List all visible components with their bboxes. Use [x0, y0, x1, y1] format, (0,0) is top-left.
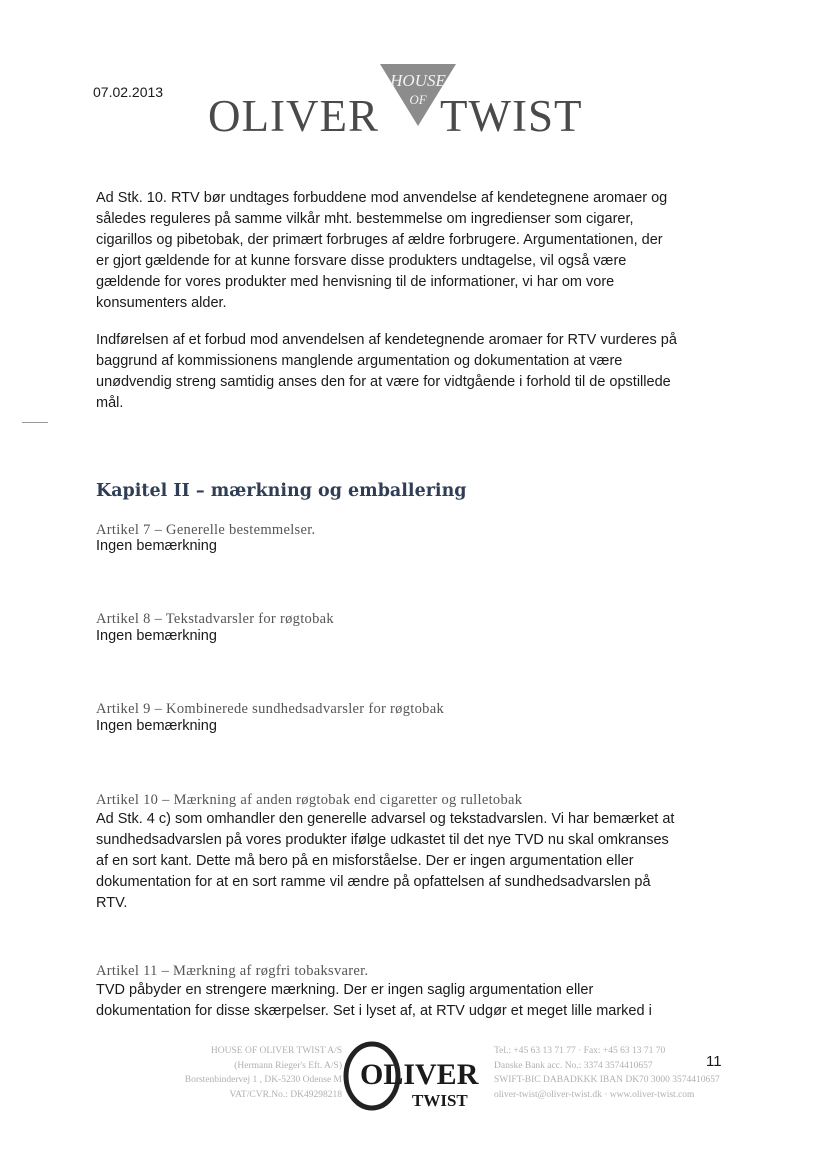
text-line: gældende for vores produkter med henvisning til de informationer, vi har om vore: [96, 274, 615, 290]
footer-line: HOUSE OF OLIVER TWIST A/S: [210, 1046, 342, 1056]
text-line: dokumentation for at en sort ramme vil ændre på opfattelsen af sundhedsadvarslen på: [96, 874, 651, 890]
article-10-text: [96, 809, 736, 914]
footer-line: VAT/CVR.No.: DK49298218: [229, 1089, 342, 1100]
text-line: konsumenters alder.: [96, 295, 227, 311]
footer-company-info: [110, 1044, 342, 1102]
article-11-title: Artikel 11 – Mærkning af røgfri tobaksvarer.: [96, 963, 369, 979]
text-line: mål.: [96, 395, 124, 411]
article-10-title: Artikel 10 – Mærkning af anden røgtobak end cigaretter og rulletobak: [96, 792, 523, 808]
logo-house-text: HOUSE: [390, 71, 446, 90]
footer-line: oliver-twist@oliver-twist.dk · www.oliver-twist.com: [494, 1089, 695, 1100]
footer-logo: [342, 1040, 488, 1112]
company-logo: [208, 60, 588, 140]
footer-line: Danske Bank acc. No.: 3374 3574410657: [494, 1060, 653, 1071]
article-8-title: Artikel 8 – Tekstadvarsler for røgtobak: [96, 611, 334, 627]
text-line: baggrund af kommissionens manglende argumentation og dokumentation at være: [96, 353, 623, 369]
article-7-note: Ingen bemærkning: [96, 538, 217, 554]
paragraph-stk10: [96, 188, 736, 314]
margin-mark: [22, 422, 48, 423]
article-9-title: Artikel 9 – Kombinerede sundhedsadvarsler for røgtobak: [96, 701, 444, 717]
article-9-note: Ingen bemærkning: [96, 718, 217, 734]
text-line: Ad Stk. 10. RTV bør undtages forbuddene mod anvendelse af kendetegnene aromaer og: [96, 190, 668, 206]
text-line: af en sort kant. Dette må bero på en misforståelse. Der er ingen argumentation eller: [96, 853, 634, 869]
text-line: således reguleres på samme vilkår mht. bestemmelse om ingredienser som cigarer,: [96, 211, 634, 227]
footer-line: SWIFT-BIC DABADKKK IBAN DK70 3000 3574410657: [494, 1075, 720, 1085]
footer-logo-twist: TWIST: [412, 1091, 468, 1110]
article-8-note: Ingen bemærkning: [96, 628, 217, 644]
text-line: TVD påbyder en strengere mærkning. Der er ingen saglig argumentation eller: [96, 982, 594, 998]
text-line: Indførelsen af et forbud mod anvendelsen af kendetegnende aromaer for RTV vurderes på: [96, 332, 677, 348]
footer-contact-info: [494, 1044, 764, 1102]
footer-logo-oliver: OLIVER: [360, 1058, 479, 1091]
page-number: 11: [706, 1053, 722, 1070]
text-line: cigarillos og pibetobak, der primært forbruges af ældre forbrugere. Argumentationen, der: [96, 232, 663, 248]
text-line: er gjort gældende for at kunne forsvare disse produkters undtagelse, vil også være: [96, 253, 627, 269]
text-line: dokumentation for disse skærpelser. Set i lyset af, at RTV udgør et meget lille marked i: [96, 1003, 652, 1019]
text-line: RTV.: [96, 895, 128, 911]
text-line: Ad Stk. 4 c) som omhandler den generelle advarsel og tekstadvarslen. Vi har bemærket at: [96, 811, 675, 827]
footer-line: Tel.: +45 63 13 71 77 · Fax: +45 63 13 71 70: [494, 1046, 666, 1056]
footer-line: Borstenbindervej 1 , DK-5230 Odense M: [184, 1075, 342, 1085]
chapter-heading: Kapitel II – mærkning og emballering: [96, 481, 467, 501]
article-7-title: Artikel 7 – Generelle bestemmelser.: [96, 522, 316, 538]
article-11-text: [96, 980, 736, 1022]
text-line: unødvendig streng samtidig anses den for at være for vidtgående i forhold til de opstillede: [96, 374, 671, 390]
paragraph-forbud: [96, 330, 736, 414]
logo-word-twist: TWIST: [440, 91, 583, 141]
document-date: 07.02.2013: [93, 84, 164, 100]
text-line: sundhedsadvarslen på vores produkter ifølge udkastet til det nye TVD nu skal omkranses: [96, 832, 669, 848]
logo-word-oliver: OLIVER: [208, 91, 379, 141]
logo-of-text: OF: [409, 92, 427, 107]
footer-line: (Hermann Rieger's Eft. A/S): [234, 1060, 342, 1071]
